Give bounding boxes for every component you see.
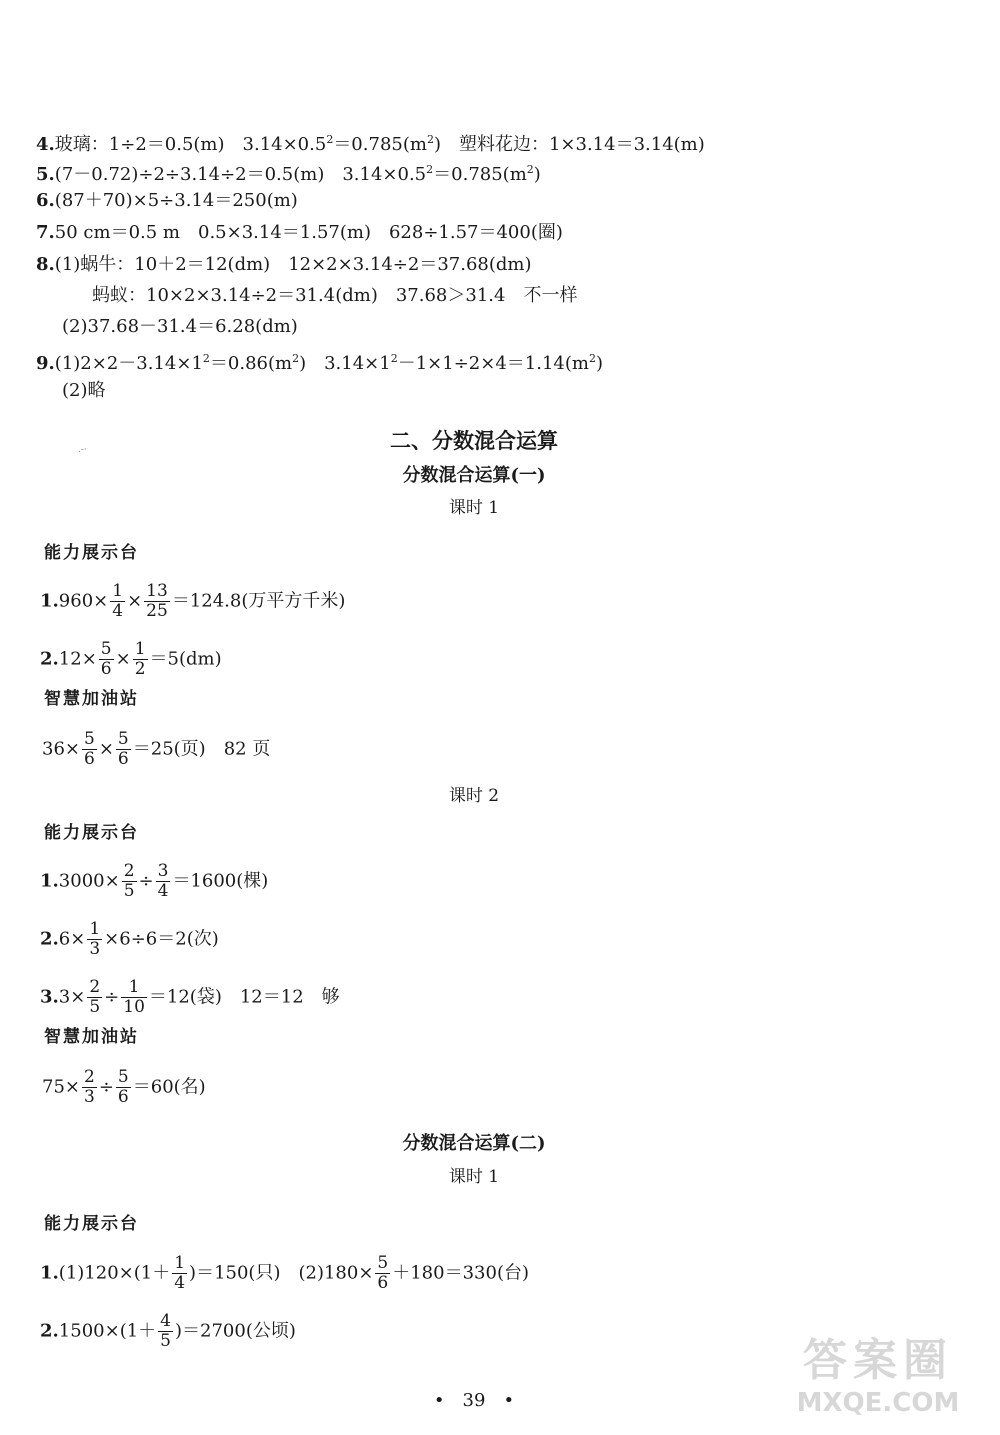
watermark-url: MXQE.COM xyxy=(796,1388,960,1418)
answer-text: ) 3.14×1 xyxy=(299,353,391,374)
answer-line-8-ant: 蚂蚁：10×2×3.14÷2＝31.4(dm) 37.68＞31.4 不一样 xyxy=(92,285,578,306)
denominator: 25 xyxy=(146,601,168,621)
denominator: 4 xyxy=(174,1273,186,1293)
numerator: 1 xyxy=(134,639,146,659)
denominator: 4 xyxy=(112,601,124,621)
fraction xyxy=(375,1254,390,1293)
numerator: 5 xyxy=(117,1067,129,1087)
expr-text: )＝150(只) (2)180× xyxy=(189,1262,374,1284)
question-number: 1. xyxy=(40,870,59,892)
question-number: 2. xyxy=(40,928,59,950)
answer-line-9-part2: (2)略 xyxy=(62,380,106,401)
answer-line-8 xyxy=(36,253,532,277)
expr-text: ＝124.8(万平方千米) xyxy=(171,590,346,612)
numerator: 1 xyxy=(112,581,124,601)
numerator: 4 xyxy=(160,1311,171,1331)
question-number: 7. xyxy=(36,222,55,243)
fraction xyxy=(82,1068,97,1107)
expr-text: × xyxy=(127,590,143,612)
answer-line-5 xyxy=(36,158,541,187)
answer-text: －1×1÷2×4＝1.14(m xyxy=(397,353,589,374)
answer-text: ＝0.785(m xyxy=(433,164,527,185)
lesson2-q2 xyxy=(40,920,219,959)
denominator: 3 xyxy=(84,1087,95,1107)
numerator: 1 xyxy=(174,1253,186,1273)
question-number: 3. xyxy=(40,986,59,1008)
expr-text: ＝5(dm) xyxy=(149,648,222,670)
expr-text: )＝2700(公顷) xyxy=(175,1320,296,1342)
superscript: 2 xyxy=(588,352,596,365)
watermark-logo xyxy=(778,1335,978,1427)
expr-text: (1)120×(1＋ xyxy=(58,1262,171,1284)
denominator: 6 xyxy=(100,659,112,679)
section-label-wisdom: 智慧加油站 xyxy=(44,689,139,709)
fraction xyxy=(110,582,125,621)
superscript: 2 xyxy=(390,352,398,365)
expr-text: 1500×(1＋ xyxy=(58,1320,157,1342)
lesson-title: 课时 2 xyxy=(448,786,500,806)
denominator: 5 xyxy=(123,881,135,901)
denominator: 4 xyxy=(157,881,169,901)
fraction xyxy=(82,730,97,769)
question-number: 2. xyxy=(40,1320,59,1342)
answer-text: ) xyxy=(533,164,541,185)
fraction xyxy=(133,640,148,679)
lesson1-q1 xyxy=(40,582,345,621)
denominator: 6 xyxy=(117,1087,129,1107)
denominator: 3 xyxy=(89,939,101,959)
answer-text: ) xyxy=(595,353,603,374)
denominator: 10 xyxy=(123,997,145,1017)
lesson2-q3 xyxy=(40,978,340,1017)
answer-line-4 xyxy=(36,128,705,157)
numerator: 5 xyxy=(377,1253,389,1273)
scan-speck: .-· xyxy=(78,445,87,455)
question-number: 4. xyxy=(36,134,55,155)
fraction xyxy=(122,862,137,901)
question-number: 1. xyxy=(40,590,59,612)
expr-text: 960× xyxy=(58,590,109,612)
denominator: 6 xyxy=(117,749,129,769)
numerator: 2 xyxy=(84,1067,95,1087)
expr-text: ＝12(袋) 12＝12 够 xyxy=(148,986,340,1008)
lesson1-q2 xyxy=(40,640,222,679)
denominator: 5 xyxy=(89,997,101,1017)
superscript: 2 xyxy=(526,163,534,176)
expr-text: 3000× xyxy=(58,870,120,892)
page-number: • 39 • xyxy=(433,1390,515,1411)
section-label-ability: 能力展示台 xyxy=(44,543,139,563)
chapter-title: 二、分数混合运算 xyxy=(390,428,558,453)
numerator: 5 xyxy=(117,729,129,749)
fraction xyxy=(116,1068,131,1107)
answer-text: 50 cm＝0.5 m 0.5×3.14＝1.57(m) 628÷1.57＝400(圈) xyxy=(54,222,563,243)
expr-text: 6× xyxy=(58,928,86,950)
expr-text: ÷ xyxy=(104,986,120,1008)
question-number: 2. xyxy=(40,648,59,670)
numerator: 5 xyxy=(100,639,112,659)
answer-text: ＝0.785(m xyxy=(333,134,427,155)
fraction xyxy=(99,640,114,679)
expr-text: 36× xyxy=(42,738,80,760)
expr-text: ＝1600(棵) xyxy=(172,870,269,892)
lesson1-wisdom xyxy=(42,730,270,769)
answer-text: 玻璃：1÷2＝0.5(m) 3.14×0.5 xyxy=(54,134,327,155)
numerator: 1 xyxy=(89,919,101,939)
answer-text: (1)蜗牛：10＋2＝12(dm) 12×2×3.14÷2＝37.68(dm) xyxy=(54,254,532,275)
fraction xyxy=(144,582,170,621)
numerator: 13 xyxy=(146,581,168,601)
expr-text: 3× xyxy=(58,986,86,1008)
fraction xyxy=(158,1312,173,1351)
answer-text: (7－0.72)÷2÷3.14÷2＝0.5(m) 3.14×0.5 xyxy=(54,164,427,185)
expr-text: × xyxy=(98,738,114,760)
fraction xyxy=(116,730,131,769)
fraction xyxy=(156,862,171,901)
lesson3-q2 xyxy=(40,1312,296,1351)
numerator: 2 xyxy=(89,977,101,997)
fraction xyxy=(87,920,102,959)
answer-text: ) 塑料花边：1×3.14＝3.14(m) xyxy=(433,134,705,155)
lesson2-q1 xyxy=(40,862,268,901)
expr-text: ×6÷6＝2(次) xyxy=(104,928,219,950)
expr-text: ÷ xyxy=(98,1076,114,1098)
answer-line-7 xyxy=(36,221,563,245)
denominator: 5 xyxy=(160,1331,171,1351)
section-label-ability: 能力展示台 xyxy=(44,1214,139,1234)
expr-text: ＋180＝330(台) xyxy=(392,1262,529,1284)
section-label-wisdom: 智慧加油站 xyxy=(44,1027,139,1047)
answer-line-8-part2: (2)37.68－31.4＝6.28(dm) xyxy=(62,316,298,337)
superscript: 2 xyxy=(202,352,210,365)
lesson-title: 课时 1 xyxy=(448,1167,500,1187)
section-title: 分数混合运算(一) xyxy=(402,465,546,486)
question-number: 5. xyxy=(36,164,55,185)
expr-text: 75× xyxy=(42,1076,80,1098)
section-title: 分数混合运算(二) xyxy=(402,1133,546,1154)
numerator: 5 xyxy=(84,729,95,749)
superscript: 2 xyxy=(292,352,300,365)
numerator: 3 xyxy=(157,861,169,881)
fraction xyxy=(121,978,147,1017)
question-number: 1. xyxy=(40,1262,59,1284)
expr-text: ÷ xyxy=(138,870,154,892)
fraction xyxy=(87,978,102,1017)
watermark-chinese: 答案圈 xyxy=(803,1335,953,1386)
lesson3-q1 xyxy=(40,1254,529,1293)
expr-text: ＝25(页) 82 页 xyxy=(132,738,271,760)
expr-text: 12× xyxy=(58,648,97,670)
answer-text: (87＋70)×5÷3.14＝250(m) xyxy=(54,190,298,211)
denominator: 2 xyxy=(134,659,146,679)
numerator: 2 xyxy=(123,861,135,881)
question-number: 6. xyxy=(36,190,55,211)
answer-line-9 xyxy=(36,347,603,376)
answer-line-6 xyxy=(36,189,298,213)
expr-text: ＝60(名) xyxy=(132,1076,206,1098)
question-number: 8. xyxy=(36,254,55,275)
fraction xyxy=(172,1254,187,1293)
denominator: 6 xyxy=(377,1273,389,1293)
denominator: 6 xyxy=(84,749,95,769)
expr-text: × xyxy=(115,648,131,670)
answer-text: (1)2×2－3.14×1 xyxy=(54,353,203,374)
superscript: 2 xyxy=(426,133,434,146)
superscript: 2 xyxy=(326,133,334,146)
lesson-title: 课时 1 xyxy=(448,498,500,518)
section-label-ability: 能力展示台 xyxy=(44,823,139,843)
answer-text: ＝0.86(m xyxy=(209,353,293,374)
question-number: 9. xyxy=(36,353,55,374)
numerator: 1 xyxy=(121,978,147,998)
superscript: 2 xyxy=(426,163,434,176)
lesson2-wisdom xyxy=(42,1068,206,1107)
